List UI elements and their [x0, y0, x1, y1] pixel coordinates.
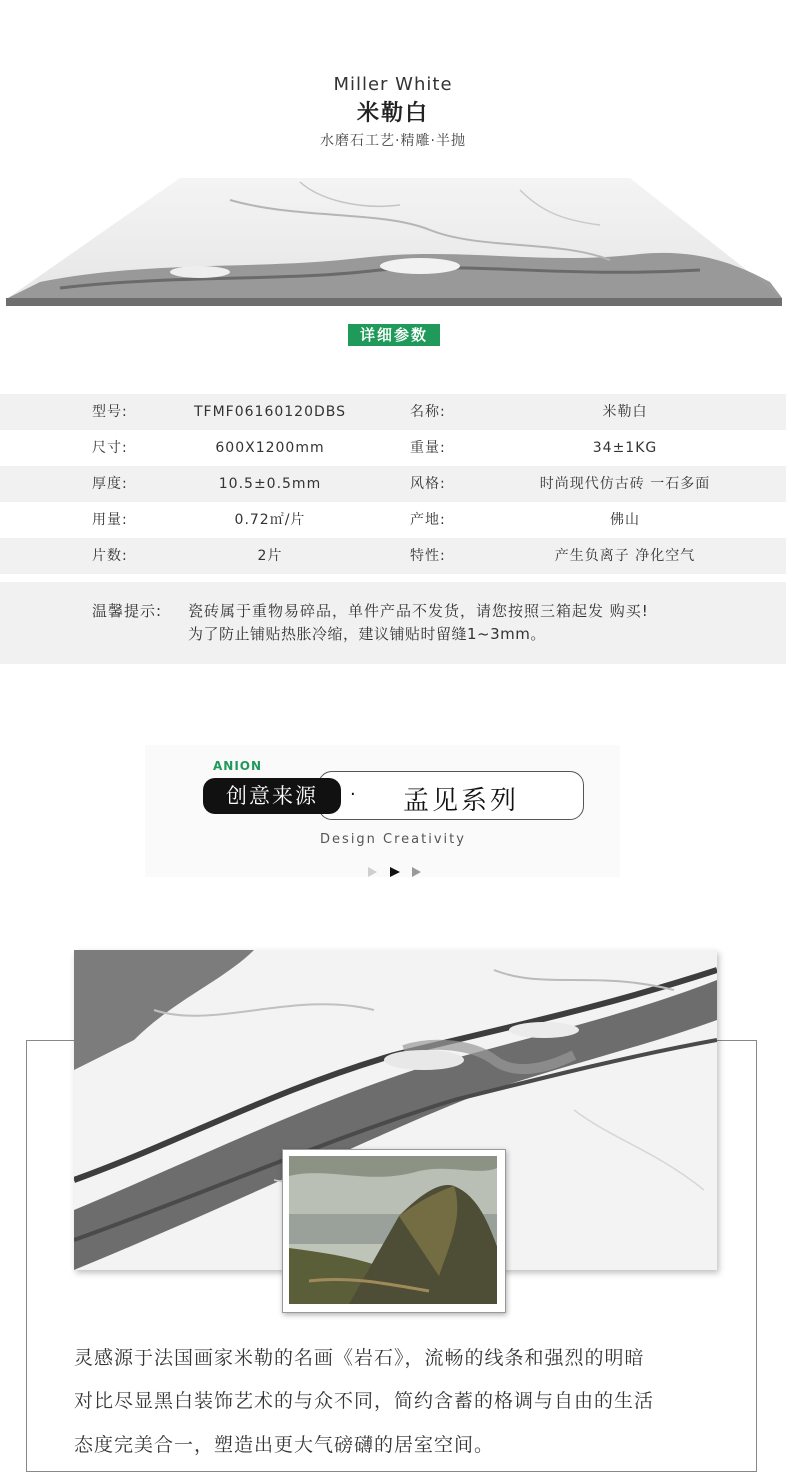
param-value: 产生负离子 净化空气	[554, 548, 696, 564]
table-row	[0, 466, 786, 502]
table-row	[0, 538, 786, 574]
details-badge: 详细参数	[348, 324, 440, 346]
param-label: 厚度:	[92, 476, 128, 492]
craft-subtitle: 水磨石工艺·精雕·半抛	[320, 133, 466, 149]
design-creativity-subtitle: Design Creativity	[320, 832, 466, 847]
param-value: 600X1200mm	[215, 440, 325, 456]
tips-label: 温馨提示:	[92, 602, 163, 620]
table-row	[0, 502, 786, 538]
parameter-table	[0, 394, 786, 574]
param-label: 片数:	[92, 548, 128, 564]
param-label: 产地:	[410, 512, 446, 528]
param-label: 型号:	[92, 404, 128, 420]
inspiration-text-line: 态度完美合一，塑造出更大气磅礴的居室空间。	[74, 1434, 495, 1456]
series-name: 孟见系列	[403, 786, 520, 816]
separator-dot: ·	[350, 784, 356, 805]
param-value: TFMF06160120DBS	[193, 404, 347, 420]
play-arrows-icon	[366, 865, 426, 879]
inspiration-text-line: 对比尽显黑白装饰艺术的与众不同，简约含蓄的格调与自由的生活	[74, 1390, 655, 1412]
title-chinese: 米勒白	[356, 101, 429, 126]
rock-painting-image	[289, 1156, 497, 1304]
param-value: 0.72㎡/片	[234, 512, 306, 528]
tile-perspective-image	[0, 170, 786, 310]
table-row	[0, 394, 786, 430]
param-value: 米勒白	[602, 404, 648, 420]
creative-source-pill: 创意来源	[203, 778, 341, 814]
warm-tips-box	[0, 582, 786, 664]
param-label: 风格:	[410, 476, 446, 492]
title-english: Miller White	[333, 74, 453, 95]
tips-text-line: 为了防止铺贴热胀冷缩，建议铺贴时留缝1~3mm。	[188, 625, 546, 643]
param-value: 时尚现代仿古砖 一石多面	[539, 476, 711, 492]
param-label: 用量:	[92, 512, 128, 528]
brand-label: ANION	[213, 759, 263, 773]
param-label: 特性:	[410, 548, 446, 564]
param-label: 名称:	[410, 404, 446, 420]
param-value: 2片	[257, 548, 283, 564]
param-value: 佛山	[610, 512, 640, 528]
param-label: 尺寸:	[92, 440, 128, 456]
table-row	[0, 430, 786, 466]
param-value: 10.5±0.5mm	[218, 476, 322, 492]
param-label: 重量:	[410, 440, 446, 456]
tips-text-line: 瓷砖属于重物易碎品，单件产品不发货，请您按照三箱起发 购买!	[188, 602, 649, 620]
param-value: 34±1KG	[592, 440, 658, 456]
inspiration-text-line: 灵感源于法国画家米勒的名画《岩石》，流畅的线条和强烈的明暗	[74, 1347, 645, 1369]
